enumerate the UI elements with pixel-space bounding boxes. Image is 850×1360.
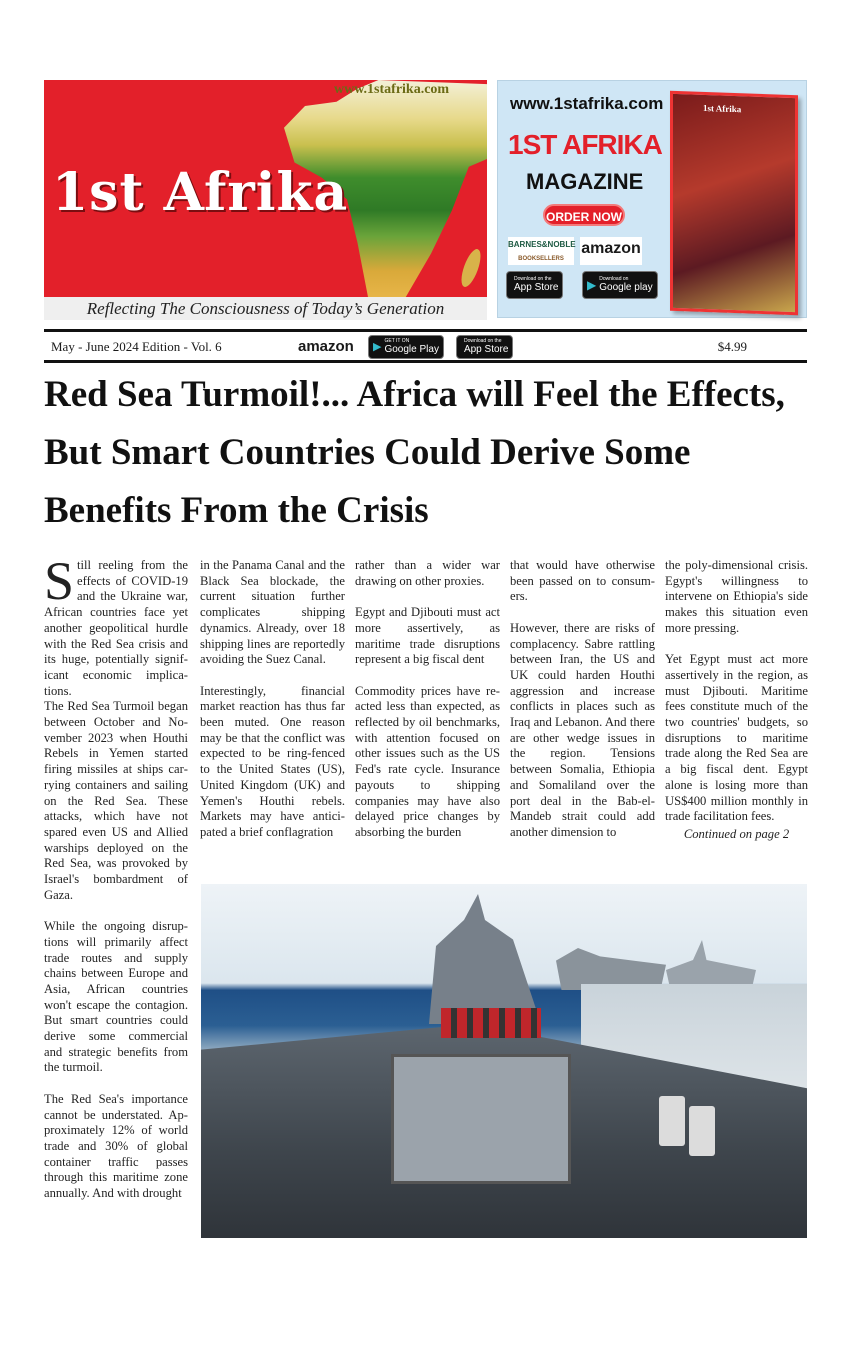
crew-members [441, 1008, 541, 1038]
masthead-banner [44, 80, 487, 320]
bollard [689, 1106, 715, 1156]
ad-subtitle: MAGAZINE [526, 169, 644, 194]
masthead-tagline: Reflecting The Consciousness of Today’s Generation [44, 297, 487, 320]
article-paragraph: Interestingly, financial market reaction has thus far been muted. One reason may be that the conflict was expected to be ring-fenced to the United States (US), United Kingdom (UK) and Yemen's Houthi rebels. Markets may have anticipated a brief conflagration [200, 683, 345, 839]
app-store-large: App Store [463, 343, 509, 355]
google-play-badge-small[interactable] [368, 335, 444, 359]
barnes-noble-sub: BOOKSELLERS [518, 256, 564, 262]
google-play-small: GET IT ON [384, 337, 410, 344]
magazine-cover-image [670, 91, 798, 315]
google-play-large: Google Play [384, 343, 439, 355]
play-icon: ▶ [587, 278, 597, 292]
top-rule [44, 329, 807, 332]
magazine-ad [497, 80, 807, 318]
headline: Red Sea Turmoil!... Africa will Feel the Effects, But Smart Countries Could Derive Some Benefits From the Crisis [44, 374, 785, 531]
madagascar-shape [458, 247, 485, 289]
escort-ship [666, 940, 756, 990]
article-paragraph: rather than a wider war drawing on other proxies. [355, 558, 500, 588]
article-column-4 [510, 558, 655, 856]
price-label: $4.99 [717, 338, 747, 354]
masthead-logo: 1st Afrika [52, 162, 349, 223]
paragraph-text: till reeling from the effects of COVID-19 and the Ukraine war, African countries face yet another geopolitical hurdle with the Red Sea crisis and its huge, potentially significant economic implications. [44, 558, 188, 698]
google-play-badge[interactable] [582, 271, 658, 299]
drop-cap: S [44, 551, 75, 611]
app-store-badge[interactable] [506, 271, 563, 299]
article-paragraph: While the ongoing disruptions will primarily affect trade routes and supply chains between Europe and Asia, African countries won't escape the contagion. But smart countries could derive some commercial and strategic benefits from the turmoil. [44, 919, 188, 1075]
article-paragraph: Yet Egypt must act more assertively in the region, as must Djibouti. Maritime fees constitute much of the two countries' budgets, so disruptions to maritime trade along the Red Sea are a big fiscal dent. Egypt alone is losing more than US$400 million monthly in trade facilitation fees. [665, 652, 808, 824]
article-paragraph: Egypt and Djibouti must act more assertively, as maritime trade disruptions represent a big fiscal dent [355, 605, 500, 667]
amazon-logo[interactable]: amazon [580, 237, 642, 265]
article-paragraph [44, 551, 188, 699]
amazon-link[interactable]: amazon [298, 338, 354, 355]
app-store-badge-small[interactable] [456, 335, 513, 359]
app-store-small: Download on the [463, 337, 502, 344]
barnes-noble-logo[interactable] [508, 237, 574, 265]
bollard [659, 1096, 685, 1146]
google-play-large: Google play [599, 282, 653, 293]
google-play-small: Download on [599, 276, 629, 282]
app-store-large: App Store [514, 282, 559, 293]
masthead-url: www.1stafrika.com [334, 82, 450, 97]
masthead-red-panel [44, 80, 487, 297]
deck-structure [391, 1054, 571, 1184]
article-paragraph: in the Panama Canal and the Black Sea blockade, the current situation further complicates shipping dynamics. Already, over 18 shipping lines are reportedly avoiding the Suez Canal. [200, 558, 345, 667]
order-now-button[interactable]: ORDER NOW [543, 204, 625, 226]
app-store-small: Download on the [514, 276, 552, 282]
ad-url: www.1stafrika.com [510, 94, 664, 113]
article-paragraph: The Red Sea's importance cannot be understated. Approximately 12% of world trade and 30% of global container traffic passes through this maritime zone annually. And with drought [44, 1091, 188, 1201]
article-column-2 [200, 558, 345, 856]
article-paragraph: The Red Sea Turmoil began between October and November 2023 when Houthi Rebels in Yemen started firing missiles at ships carrying containers and sailing on the Red Sea. These attacks, which have not spared even US and Allied warships deployed on the Red Sea, was provoked by Israel's bombardment of Gaza. [44, 699, 188, 902]
play-icon: ▶ [373, 341, 382, 353]
article-paragraph: that would have otherwise been passed on to consumers. [510, 558, 655, 604]
article-paragraph: However, there are risks of complacency. Sabre rattling between Iran, the US and UK could harden Houthi aggression and increase conflicts in places such as Iraq and Lebanon. And there are other wedge issues in the region. Tensions between Somalia, Ethiopia and Somaliland over the port deal in the Bab-el-Mandeb strait could add another dimension to [510, 620, 655, 839]
article-column-3 [355, 558, 500, 856]
edition-label: May - June 2024 Edition - Vol. 6 [51, 338, 222, 354]
edition-bar [44, 333, 807, 360]
warship-superstructure [401, 894, 541, 1024]
continued-link[interactable]: Continued on page 2 [683, 826, 790, 841]
article-column-1 [44, 551, 188, 1217]
article-column-5 [665, 558, 808, 843]
ad-title: 1ST AFRIKA [508, 129, 662, 160]
article-paragraph: the poly-dimensional crisis. Egypt's willingness to intervene on Ethiopia's side makes this situation even more pressing. [665, 558, 808, 635]
article-paragraph: Commodity prices have reacted less than expected, as reflected by oil benchmarks, with attention focused on other issues such as the US Fed's rate cycle. Insurance payouts to shipping companies may have also delayed price changes by absorbing the burden [355, 683, 500, 839]
barnes-noble-label: BARNES&NOBLE [508, 240, 576, 249]
cover-title: 1st Afrika [703, 102, 742, 115]
bottom-rule [44, 360, 807, 363]
warship-deck-photo [201, 884, 807, 1238]
